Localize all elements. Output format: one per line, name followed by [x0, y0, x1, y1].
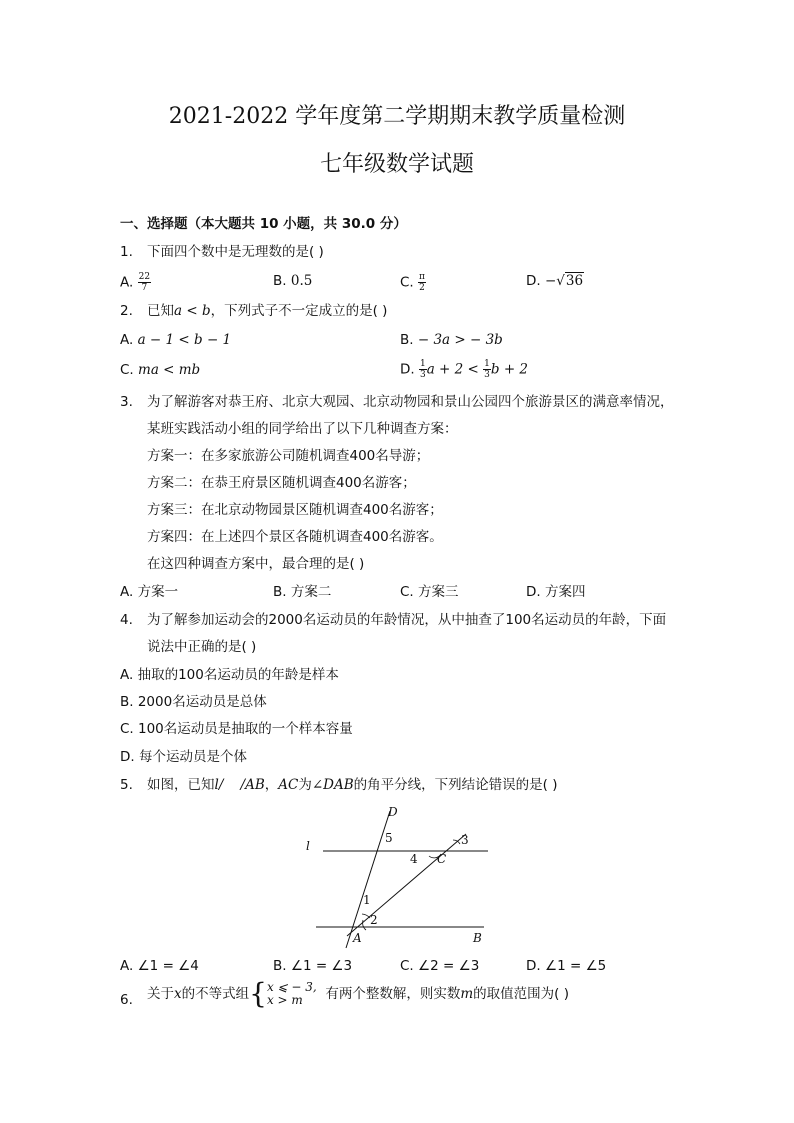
- q3-option-b: B. 方案二: [273, 584, 332, 600]
- section-header: 一、选择题（本大题共 10 小题，共 30.0 分）: [120, 216, 407, 232]
- q4-line2: 说法中正确的是( ): [147, 639, 257, 655]
- label-a: A: [353, 931, 362, 945]
- q6-number: 6.: [120, 992, 133, 1008]
- q1-option-d: D. −√36: [526, 273, 584, 289]
- q3-option-a: A. 方案一: [120, 584, 179, 600]
- label-4: 4: [410, 852, 418, 866]
- q5-option-b: B. ∠1 = ∠3: [273, 958, 353, 974]
- label-1: 1: [363, 893, 371, 907]
- label-2: 2: [370, 913, 378, 927]
- q3-option-c: C. 方案三: [400, 584, 459, 600]
- label-d: D: [388, 805, 398, 819]
- q5-option-c: C. ∠2 = ∠3: [400, 958, 480, 974]
- label-b: B: [473, 931, 482, 945]
- q1-option-c: C. $\frac{\pi}{2}$: [400, 272, 425, 293]
- q4-number: 4.: [120, 612, 133, 628]
- q4-option-c: C. 100名运动员是抽取的一个样本容量: [120, 721, 353, 737]
- q3-number: 3.: [120, 394, 133, 410]
- q6-stem: 关于x的不等式组{ x ⩽ − 3, x > m 有两个整数解，则实数m的取值范围为( ): [147, 977, 569, 1010]
- q5-option-d: D. ∠1 = ∠5: [526, 958, 607, 974]
- q1-option-a: A. $\frac{22}{7}$: [120, 272, 151, 293]
- q4-option-b: B. 2000名运动员是总体: [120, 694, 267, 710]
- q3-line1: 为了解游客对恭王府、北京大观园、北京动物园和景山公园四个旅游景区的满意率情况，: [147, 394, 674, 410]
- label-5: 5: [385, 831, 393, 845]
- q2-option-c: C. ma < mb: [120, 362, 201, 378]
- q2-stem: 已知a < b，下列式子不一定成立的是( ): [147, 303, 388, 319]
- q2-option-a: A. a − 1 < b − 1: [120, 332, 232, 348]
- line-ac: [347, 834, 466, 936]
- q4-line1: 为了解参加运动会的2000名运动员的年龄情况，从中抽查了100名运动员的年龄，下面: [147, 612, 667, 628]
- q5-geometry-figure: [290, 800, 510, 950]
- exam-title: 2021-2022 学年度第二学期期末教学质量检测: [168, 104, 626, 129]
- q3-plan3: 方案三：在北京动物园景区随机调查400名游客；: [147, 502, 443, 518]
- q3-plan1: 方案一：在多家旅游公司随机调查400名导游；: [147, 448, 430, 464]
- q1-stem: 下面四个数中是无理数的是( ): [147, 244, 324, 260]
- q3-plan4: 方案四：在上述四个景区各随机调查400名游客。: [147, 529, 443, 545]
- q2-option-d: D. $\frac{1}{3}$ a + 2 < $\frac{1}{3}$ b + 2: [400, 359, 529, 380]
- q3-ask: 在这四种调查方案中，最合理的是( ): [147, 556, 365, 572]
- q3-option-d: D. 方案四: [526, 584, 586, 600]
- q4-option-a: A. 抽取的100名运动员的年龄是样本: [120, 667, 339, 683]
- q3-line2: 某班实践活动小组的同学给出了以下几种调查方案：: [147, 421, 458, 437]
- q4-option-d: D. 每个运动员是个体: [120, 749, 247, 765]
- q2-number: 2.: [120, 303, 133, 319]
- q1-number: 1.: [120, 244, 133, 260]
- label-l: l: [306, 839, 310, 853]
- label-3: 3: [461, 833, 469, 847]
- q5-option-a: A. ∠1 = ∠4: [120, 958, 199, 974]
- q1-option-b: B. 0.5: [273, 273, 313, 289]
- label-c: C: [437, 852, 447, 866]
- q3-plan2: 方案二：在恭王府景区随机调查400名游客；: [147, 475, 416, 491]
- exam-subtitle: 七年级数学试题: [319, 152, 474, 177]
- q2-option-b: B. − 3a > − 3b: [400, 332, 503, 348]
- q5-number: 5.: [120, 777, 133, 793]
- q5-stem: 如图，已知l/ /AB，AC为∠DAB的角平分线，下列结论错误的是( ): [147, 777, 558, 793]
